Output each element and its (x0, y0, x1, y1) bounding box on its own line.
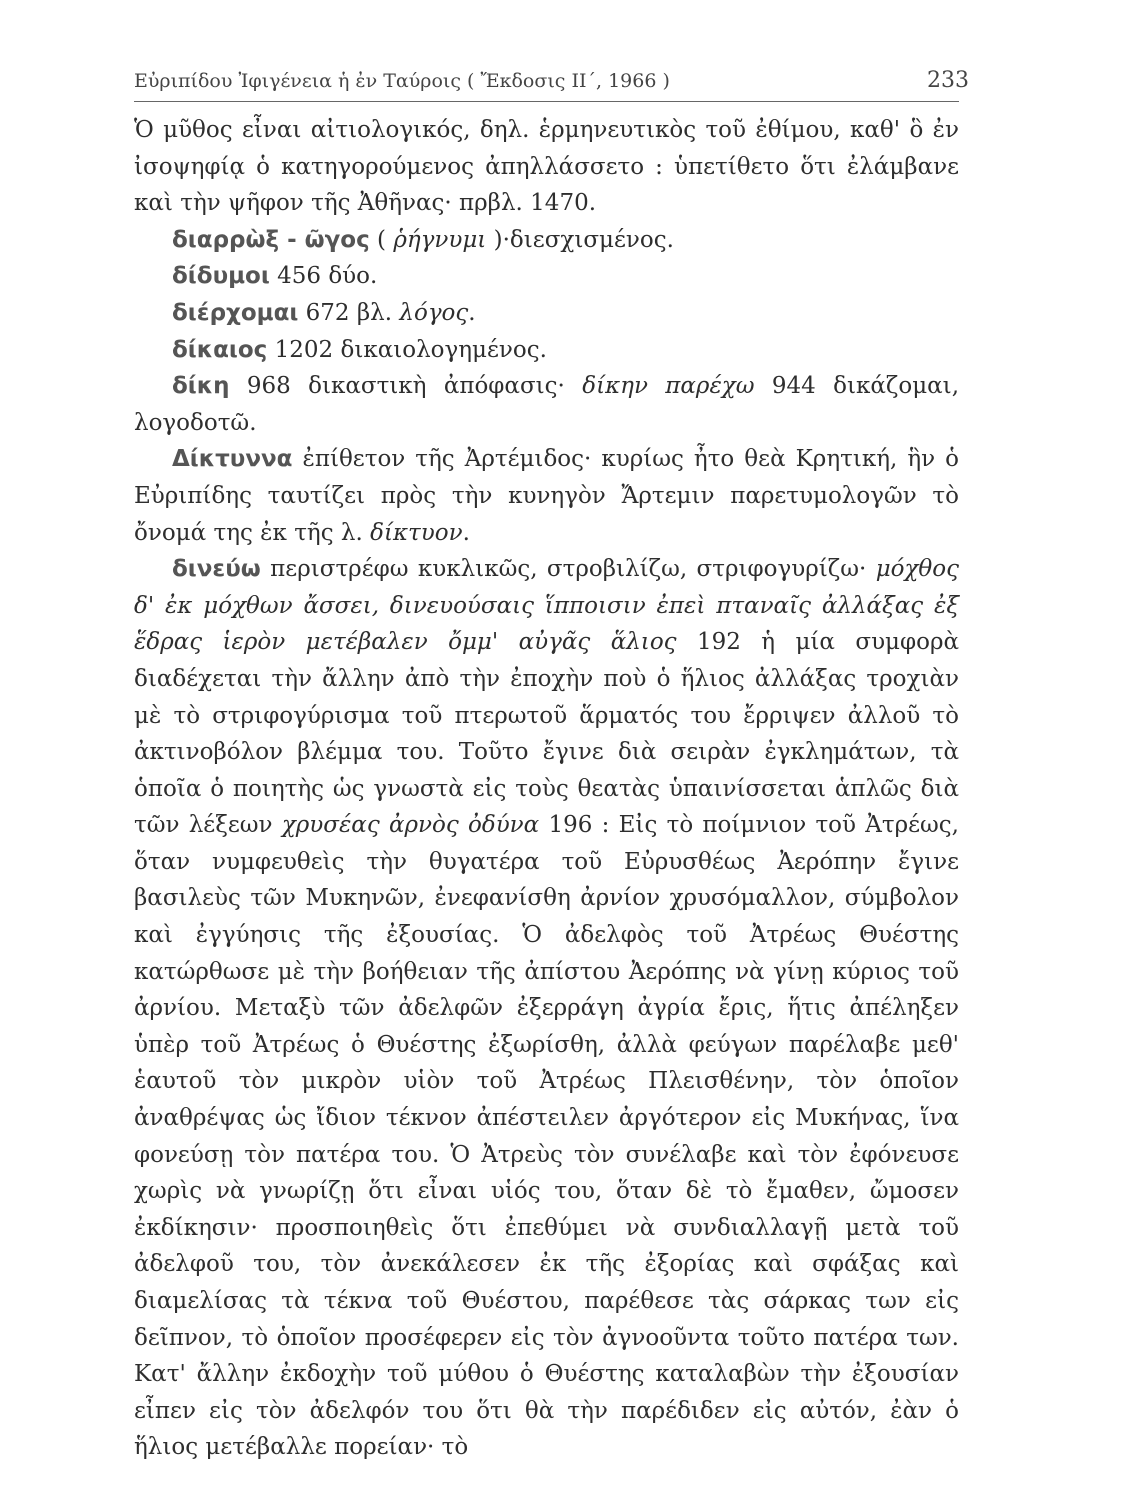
entry-paragraph (134, 368, 959, 441)
entry-text: 196 : Εἰς τὸ ποίμνιον τοῦ Ἀτρέως, ὅταν νυμφευθεὶς τὴν θυγατέρα τοῦ Εὐρυσθέως Ἀερόπην ἔγινε βασιλεὺς τῶν Μυκηνῶν, ἐνεφανίσθη ἀρνίον χρυσόμαλλον, σύμβολον καὶ ἐγγύησις τῆς ἐξουσίας. Ὁ ἀδελφὸς τοῦ Ἀτρέως Θυέστης κατώρθωσε μὲ τὴν βοήθειαν τῆς ἀπίστου Ἀερόπης νὰ γίνῃ κύριος τοῦ ἀρνίου. Μεταξὺ τῶν ἀδελφῶν ἐξερράγη ἀγρία ἔρις, ἥτις ἀπέληξεν ὑπὲρ τοῦ Ἀτρέως ὁ Θυέστης ἐξωρίσθη, ἀλλὰ φεύγων παρέλαβε μεθ' ἑαυτοῦ τὸν μικρὸν υἱὸν τοῦ Ἀτρέως Πλεισθένην, τὸν ὁποῖον ἀναθρέψας ὡς ἴδιον τέκνον ἀπέστειλεν ἀργότερον εἰς Μυκήνας, ἵνα φονεύσῃ τὸν πατέρα του. Ὁ Ἀτρεὺς τὸν συνέλαβε καὶ τὸν ἐφόνευσε χωρὶς νὰ γνωρίζῃ ὅτι εἶναι υἱός του, ὅταν δὲ τὸ ἔμαθεν, ὤμοσεν ἐκδίκησιν· προσποιηθεὶς ὅτι ἐπεθύμει νὰ συνδιαλλαγῇ μετὰ τοῦ ἀδελφοῦ του, τὸν ἀνεκάλεσεν ἐκ τῆς ἐξορίας καὶ σφάξας καὶ διαμελίσας τὰ τέκνα τοῦ Θυέστου, παρέθεσε τὰς σάρκας των εἰς δεῖπνον, τὸ ὁποῖον προσέφερεν εἰς τὸν ἀγνοοῦντα τοῦτο πατέρα των. Κατ' ἄλλην ἐκδοχὴν τοῦ μύθου ὁ Θυέστης καταλαβὼν τὴν ἐξουσίαν εἶπεν εἰς τὸν ἀδελφόν του ὅτι θὰ τὴν παρέδιδεν εἰς αὐτόν, ἐὰν ὁ ἥλιος μετέβαλλε πορείαν· τὸ (134, 812, 959, 1461)
entry-text: περιστρέφω κυκλικῶς, στροβιλίζω, στριφογυρίζω· (260, 556, 876, 583)
entry-text: . (462, 519, 470, 546)
running-title: Εὐριπίδου Ἰφιγένεια ἡ ἐν Ταύροις ( Ἔκδοσις II΄, 1966 ) (134, 70, 670, 92)
entry-text: 968 δικαστικὴ ἀπόφασις· (229, 373, 583, 400)
entry-text: 944 δικάζομαι, λογοδοτῶ. (134, 373, 960, 436)
entry-paragraph (134, 441, 959, 551)
entry-text: 456 δύο. (269, 263, 378, 290)
entry-paragraph (134, 551, 959, 1466)
entry-lemma: Δίκτυννα (172, 446, 293, 473)
entry-paragraph (134, 258, 959, 295)
entry-paragraph (134, 295, 959, 332)
entry-lemma: δίκη (172, 373, 230, 400)
entry-text: ἐπίθετον τῆς Ἀρτέμιδος· κυρίως ἦτο θεὰ Κρητική, ἣν ὁ Εὐριπίδης ταυτίζει πρὸς τὴν κυνηγὸν Ἄρτεμιν παρετυμολογῶν τὸ ὄνομά της ἐκ τῆς λ. (134, 446, 959, 546)
entry-italic: δίκην παρέχω (582, 373, 755, 400)
entry-italic: ῥήγνυμι (393, 226, 487, 253)
running-header (134, 68, 969, 102)
entry-lemma: διαρρὼξ - ῶγος (172, 226, 370, 253)
entry-paragraph (134, 222, 959, 259)
page-number: 233 (927, 68, 969, 93)
entry-lemma: δίκαιος (172, 336, 268, 363)
entry-text: 672 βλ. (298, 299, 400, 326)
entry-paragraph (134, 112, 959, 222)
glossary-text (134, 112, 959, 1466)
entry-text: . (468, 299, 476, 326)
entry-italic: χρυσέας ἀρνὸς ὀδύνα (281, 812, 540, 839)
entry-lemma: δινεύω (172, 556, 261, 583)
entry-lemma: δίδυμοι (172, 263, 270, 290)
entry-text: 1202 δικαιολογημένος. (267, 336, 547, 363)
entry-italic: μόχθος δ' ἐκ μόχθων ἄσσει, δινευούσαις ἵπποισιν ἐπεὶ πταναῖς ἀλλάξας ἐξ ἕδρας ἱερὸν μετέβαλεν ὄμμ' αὐγᾶς ἅλιος (134, 556, 959, 656)
entry-lemma: διέρχομαι (172, 299, 299, 326)
entry-text: )·διεσχισμένος. (486, 226, 674, 253)
entry-italic: δίκτυον (370, 519, 463, 546)
entry-text: ( (369, 226, 394, 253)
entry-italic: λόγος (399, 299, 469, 326)
entry-text: 192 ἡ μία συμφορὰ διαδέχεται τὴν ἄλλην ἀπὸ τὴν ἐποχὴν ποὺ ὁ ἥλιος ἀλλάξας τροχιὰν μὲ τὸ στριφογύρισμα τοῦ πτερωτοῦ ἅρματός του ἔρριψεν ἀλλοῦ τὸ ἀκτινοβόλον βλέμμα του. Τοῦτο ἔγινε διὰ σειρὰν ἐγκλημάτων, τὰ ὁποῖα ὁ ποιητὴς ὡς γνωστὰ εἰς τοὺς θεατὰς ὑπαινίσσεται ἁπλῶς διὰ τῶν λέξεων (134, 629, 960, 839)
entry-body: Ὁ μῦθος εἶναι αἰτιολογικός, δηλ. ἑρμηνευτικὸς τοῦ ἐθίμου, καθ' ὃ ἐν ἰσοψηφίᾳ ὁ κατηγορούμενος ἀπηλλάσσετο : ὑπετίθετο ὅτι ἐλάμβανε καὶ τὴν ψῆφον τῆς Ἀθῆνας· πρβλ. 1470. (134, 117, 959, 217)
entry-paragraph (134, 332, 959, 369)
